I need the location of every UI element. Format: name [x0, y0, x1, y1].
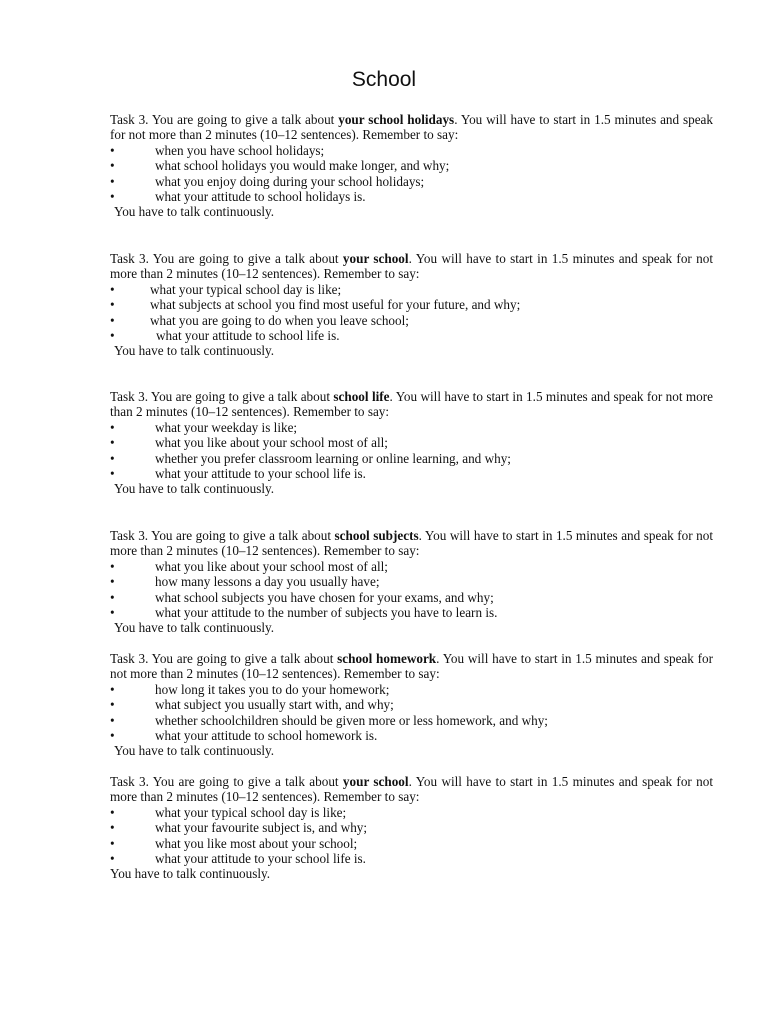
- task-block-6: [110, 774, 713, 882]
- task-instruction-rest: . You will have to start in 1.5 minutes and speak for not more than 2 minutes (10–12 sentences). Remember to say:: [110, 112, 714, 143]
- task-lead: Task 3. You are going to give a talk about: [110, 651, 338, 666]
- task-points: [110, 805, 713, 867]
- task-lead: Task 3. You are going to give a talk about: [110, 112, 339, 127]
- task-lead: Task 3. You are going to give a talk about: [110, 528, 335, 543]
- bullet-icon: •: [110, 820, 115, 836]
- task-points: [110, 143, 713, 205]
- task-topic: school life: [333, 389, 390, 404]
- task-block-4: [110, 528, 713, 636]
- task-instruction-rest: . You will have to start in 1.5 minutes and speak for not more than 2 minutes (10–12 sentences). Remember to say:: [110, 389, 714, 420]
- task-lead: Task 3. You are going to give a talk about: [110, 251, 343, 266]
- bullet-icon: •: [110, 312, 115, 328]
- task-block-2: [110, 251, 713, 359]
- task-points: [110, 559, 713, 621]
- list-item: • whether you prefer classroom learning or online learning, and why;: [110, 450, 511, 466]
- task-closing: You have to talk continuously.: [114, 743, 275, 759]
- list-item: • how long it takes you to do your homework;: [110, 681, 390, 697]
- task-block-1: [110, 112, 713, 220]
- list-item: • what subjects at school you find most useful for your future, and why;: [110, 297, 521, 313]
- task-closing: You have to talk continuously.: [114, 204, 275, 220]
- bullet-icon: •: [110, 558, 115, 574]
- task-closing: You have to talk continuously.: [114, 343, 275, 359]
- task-instruction: [110, 528, 713, 559]
- page-title: School: [351, 68, 417, 91]
- list-item: • what your typical school day is like;: [110, 804, 347, 820]
- list-item: • what subject you usually start with, and why;: [110, 697, 394, 713]
- bullet-icon: •: [110, 574, 115, 590]
- task-instruction-rest: . You will have to start in 1.5 minutes and speak for not more than 2 minutes (10–12 sentences). Remember to say:: [110, 774, 714, 805]
- bullet-icon: •: [110, 681, 115, 697]
- task-instruction-rest: . You will have to start in 1.5 minutes and speak for not more than 2 minutes (10–12 sentences). Remember to say:: [110, 651, 714, 682]
- list-item: • what you enjoy doing during your school holidays;: [110, 173, 425, 189]
- task-instruction: [110, 651, 713, 682]
- bullet-icon: •: [110, 589, 115, 605]
- list-item: • what you are going to do when you leave school;: [110, 312, 409, 328]
- bullet-icon: •: [110, 435, 115, 451]
- bullet-icon: •: [110, 281, 115, 297]
- bullet-icon: •: [110, 466, 115, 482]
- task-block-5: [110, 651, 713, 759]
- bullet-icon: •: [110, 851, 115, 867]
- bullet-icon: •: [110, 419, 115, 435]
- task-topic: your school: [342, 774, 409, 789]
- bullet-icon: •: [110, 328, 115, 344]
- list-item: • what your favourite subject is, and why;: [110, 820, 368, 836]
- bullet-icon: •: [110, 142, 115, 158]
- bullet-icon: •: [110, 728, 115, 744]
- list-item: • when you have school holidays;: [110, 142, 325, 158]
- task-block-3: [110, 389, 713, 497]
- list-item: • what school subjects you have chosen for your exams, and why;: [110, 589, 494, 605]
- list-item: • what you like most about your school;: [110, 835, 358, 851]
- list-item: • what your attitude to school homework is.: [110, 728, 378, 744]
- task-instruction: [110, 389, 713, 420]
- bullet-icon: •: [110, 450, 115, 466]
- task-instruction: [110, 112, 713, 143]
- task-points: [110, 282, 713, 344]
- bullet-icon: •: [110, 297, 115, 313]
- task-instruction: [110, 251, 713, 282]
- task-points: [110, 682, 713, 744]
- bullet-icon: •: [110, 605, 115, 621]
- bullet-icon: •: [110, 804, 115, 820]
- bullet-icon: •: [110, 189, 115, 205]
- task-instruction-rest: . You will have to start in 1.5 minutes and speak for not more than 2 minutes (10–12 sentences). Remember to say:: [110, 251, 714, 282]
- list-item: • whether schoolchildren should be given more or less homework, and why;: [110, 712, 548, 728]
- list-item: • what your attitude to school life is.: [110, 328, 340, 344]
- task-closing: You have to talk continuously.: [110, 866, 271, 882]
- bullet-icon: •: [110, 697, 115, 713]
- list-item: • what your attitude to the number of subjects you have to learn is.: [110, 605, 498, 621]
- list-item: • what you like about your school most of all;: [110, 435, 388, 451]
- list-item: • what you like about your school most of all;: [110, 558, 388, 574]
- list-item: • how many lessons a day you usually have;: [110, 574, 380, 590]
- task-instruction-rest: . You will have to start in 1.5 minutes and speak for not more than 2 minutes (10–12 sentences). Remember to say:: [110, 528, 713, 559]
- task-closing: You have to talk continuously.: [114, 620, 275, 636]
- task-topic: school subjects: [334, 528, 419, 543]
- task-topic: your school holidays: [338, 112, 455, 127]
- list-item: • what your typical school day is like;: [110, 281, 342, 297]
- task-topic: your school: [342, 251, 409, 266]
- task-topic: school homework: [337, 651, 437, 666]
- bullet-icon: •: [110, 835, 115, 851]
- task-instruction: [110, 774, 713, 805]
- bullet-icon: •: [110, 173, 115, 189]
- task-closing: You have to talk continuously.: [114, 481, 275, 497]
- bullet-icon: •: [110, 158, 115, 174]
- list-item: • what your attitude to your school life is.: [110, 851, 366, 867]
- list-item: • what your weekday is like;: [110, 419, 298, 435]
- task-lead: Task 3. You are going to give a talk about: [110, 774, 343, 789]
- bullet-icon: •: [110, 712, 115, 728]
- list-item: • what your attitude to school holidays is.: [110, 189, 366, 205]
- task-lead: Task 3. You are going to give a talk about: [110, 389, 334, 404]
- task-points: [110, 420, 713, 482]
- list-item: • what school holidays you would make longer, and why;: [110, 158, 450, 174]
- list-item: • what your attitude to your school life is.: [110, 466, 366, 482]
